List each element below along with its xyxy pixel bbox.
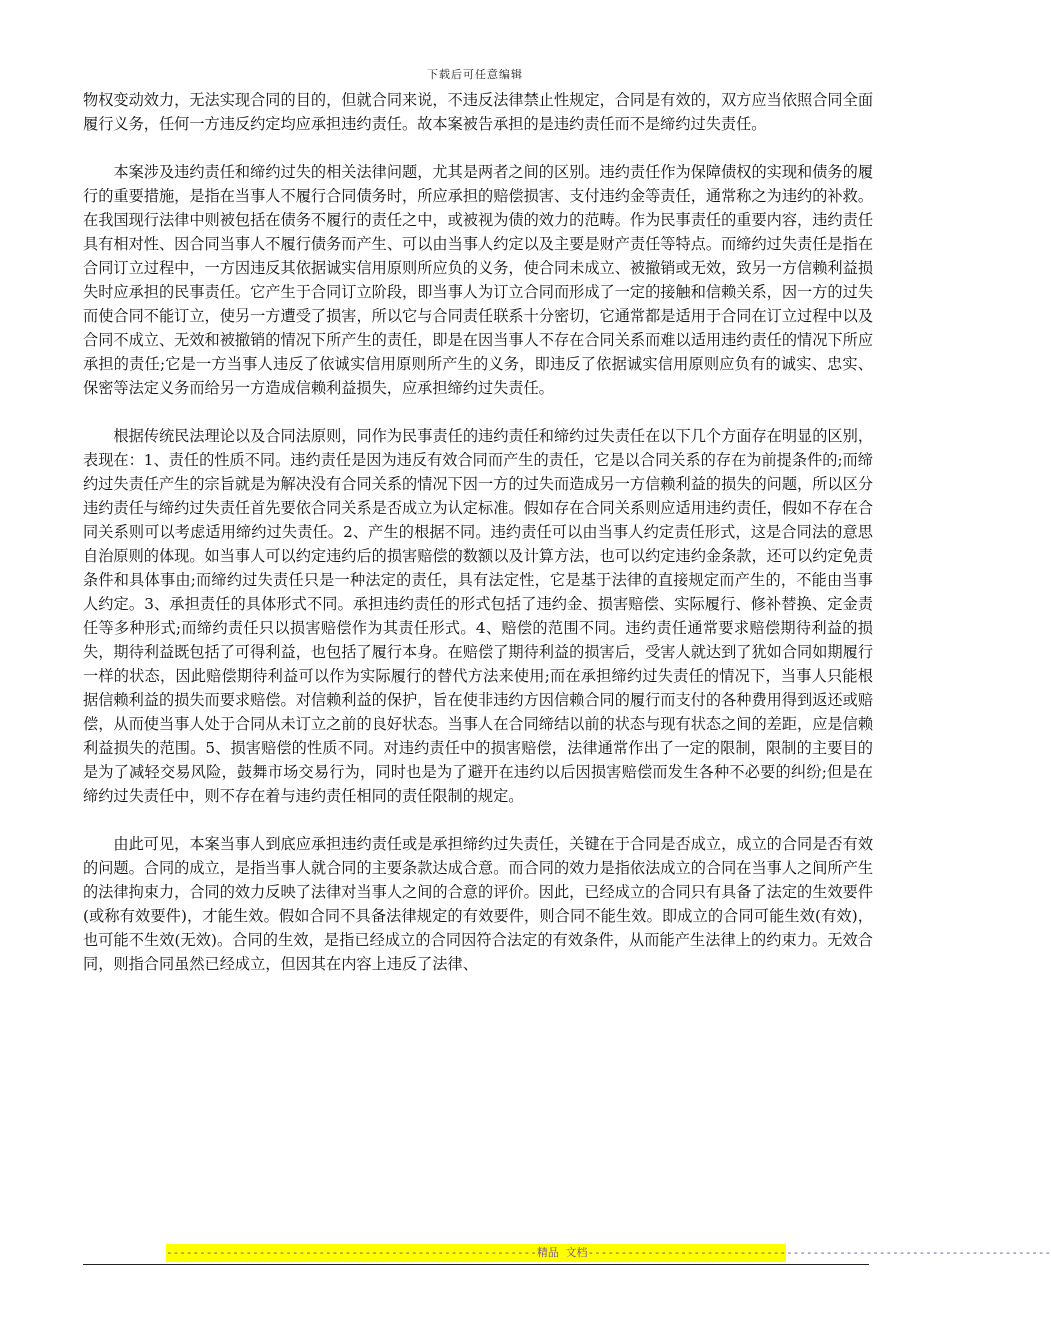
- paragraph-3: 根据传统民法理论以及合同法原则，同作为民事责任的违约责任和缔约过失责任在以下几个方面存在明显的区别，表现在：1、责任的性质不同。违约责任是因为违反有效合同而产生的责任，它是以合同关系的存在为前提条件的;而缔约过失责任产生的宗旨就是为解决没有合同关系的情况下因一方的过失而造成另一方信赖利益的损失的问题，所以区分违约责任与缔约过失责任首先要依合同关系是否成立为认定标准。假如存在合同关系则应适用违约责任，假如不存在合同关系则可以考虑适用缔约过失责任。2、产生的根据不同。违约责任可以由当事人约定责任形式，这是合同法的意思自治原则的体现。如当事人可以约定违约后的损害赔偿的数额以及计算方法，也可以约定违约金条款，还可以约定免责条件和具体事由;而缔约过失责任只是一种法定的责任，具有法定性，它是基于法律的直接规定而产生的，不能由当事人约定。3、承担责任的具体形式不同。承担违约责任的形式包括了违约金、损害赔偿、实际履行、修补替换、定金责任等多种形式;而缔约责任只以损害赔偿作为其责任形式。4、赔偿的范围不同。违约责任通常要求赔偿期待利益的损失，期待利益既包括了可得利益，也包括了履行本身。在赔偿了期待利益的损害后，受害人就达到了犹如合同如期履行一样的状态，因此赔偿期待利益可以作为实际履行的替代方法来使用;而在承担缔约过失责任的情况下，当事人只能根据信赖利益的损失而要求赔偿。对信赖利益的保护，旨在使非违约方因信赖合同的履行而支付的各种费用得到返还或赔偿，从而使当事人处于合同从未订立之前的良好状态。当事人在合同缔结以前的状态与现有状态之间的差距，应是信赖利益损失的范围。5、损害赔偿的性质不同。对违约责任中的损害赔偿，法律通常作出了一定的限制，限制的主要目的是为了减轻交易风险，鼓舞市场交易行为，同时也是为了避开在违约以后因损害赔偿而发生各种不必要的纠纷;但是在缔约过失责任中，则不存在着与违约责任相同的责任限制的规定。: [83, 427, 873, 805]
- paragraph-2: 本案涉及违约责任和缔约过失的相关法律问题，尤其是两者之间的区别。违约责任作为保障债权的实现和债务的履行的重要措施，是指在当事人不履行合同债务时，所应承担的赔偿损害、支付违约金等责任，通常称之为违约的补救。在我国现行法律中则被包括在债务不履行的责任之中，或被视为债的效力的范畴。作为民事责任的重要内容，违约责任具有相对性、因合同当事人不履行债务而产生、可以由当事人约定以及主要是财产责任等特点。而缔约过失责任是指在合同订立过程中，一方因违反其依据诚实信用原则所应负的义务，使合同未成立、被撤销或无效，致另一方信赖利益损失时应承担的民事责任。它产生于合同订立阶段，即当事人为订立合同而形成了一定的接触和信赖关系，因一方的过失而使合同不能订立，使另一方遭受了损害，所以它与合同责任联系十分密切，它通常都是适用于合同在订立过程中以及合同不成立、无效和被撤销的情况下所产生的责任，即是在因当事人不存在合同关系而难以适用违约责任的情况下所应承担的责任;它是一方当事人违反了依诚实信用原则所产生的义务，即违反了依据诚实信用原则应负有的诚实、忠实、保密等法定义务而给另一方造成信赖利益损失，应承担缔约过失责任。: [83, 163, 873, 397]
- paragraph-4: 由此可见，本案当事人到底应承担违约责任或是承担缔约过失责任，关键在于合同是否成立，成立的合同是否有效的问题。合同的成立，是指当事人就合同的主要条款达成合意。而合同的效力是指依法成立的合同在当事人之间所产生的法律拘束力，合同的效力反映了法律对当事人之间的合意的评价。因此，已经成立的合同只有具备了法定的生效要件(或称有效要件)，才能生效。假如合同不具备法律规定的有效要件，则合同不能生效。即成立的合同可能生效(有效)，也可能不生效(无效)。合同的生效，是指已经成立的合同因符合法定的有效条件，从而能产生法律上的约束力。无效合同，则指合同虽然已经成立，但因其在内容上违反了法律、: [83, 835, 873, 973]
- paragraph-1: 物权变动效力，无法实现合同的目的，但就合同来说，不违反法律禁止性规定，合同是有效的，双方应当依照合同全面履行义务，任何一方违反约定均应承担违约责任。故本案被告承担的是违约责任而不是缔约过失责任。: [83, 91, 873, 133]
- footer-divider: [83, 1264, 869, 1265]
- footer-banner: --------------------------------------------------------精品 文档----------------------------------------------------------------------: [166, 1244, 786, 1262]
- document-body: [83, 88, 873, 976]
- page-header: 下载后可任意编辑: [427, 68, 523, 81]
